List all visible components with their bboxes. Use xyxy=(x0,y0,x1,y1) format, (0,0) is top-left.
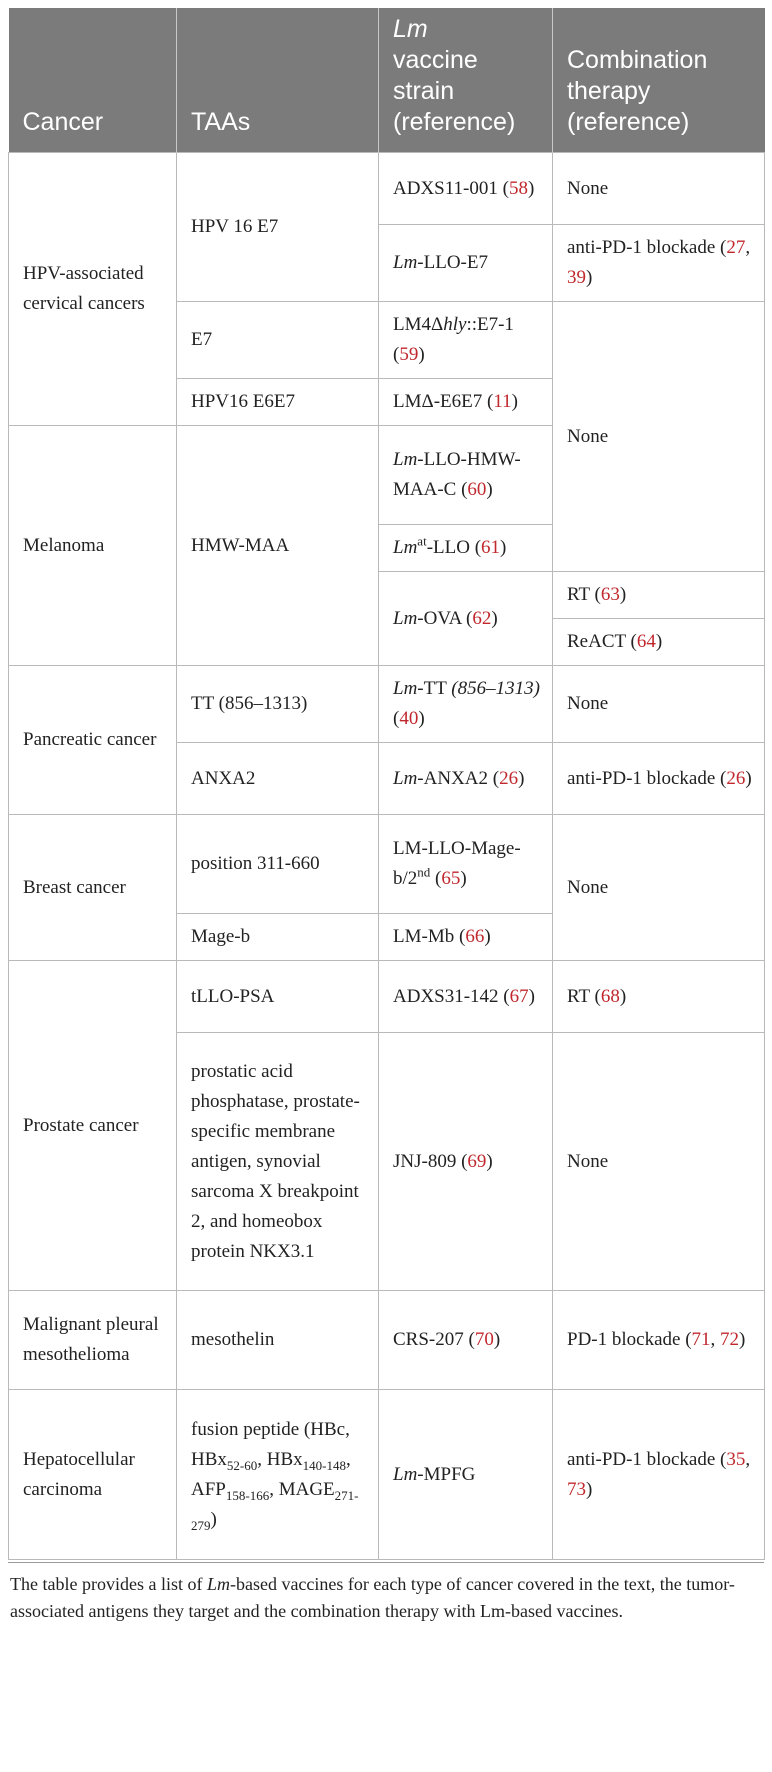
strain-lm: Lm xyxy=(393,767,418,789)
reference-link[interactable]: 58 xyxy=(508,177,528,199)
reference-link[interactable]: 26 xyxy=(726,767,746,789)
taa-cell xyxy=(177,1291,379,1390)
strain-text: -TT xyxy=(417,678,452,699)
header-strain-lm: Lm xyxy=(393,15,428,43)
reference-link[interactable]: 60 xyxy=(467,479,487,500)
cancer-cell xyxy=(9,153,177,426)
taa-cell xyxy=(177,815,379,914)
strain-cell xyxy=(379,1033,553,1291)
reference-link[interactable]: 39 xyxy=(567,267,586,288)
caption-text: The table provides a list of xyxy=(10,1574,207,1594)
reference-link[interactable]: 40 xyxy=(399,708,419,729)
taa-name: TT (856–1313) xyxy=(191,693,308,714)
cancer-cell xyxy=(9,815,177,961)
combination-cell xyxy=(553,153,765,225)
cancer-name: Malignant pleural mesothelioma xyxy=(23,1314,159,1365)
combination-text: anti-PD-1 blockade ( xyxy=(567,1448,727,1470)
reference-link[interactable]: 70 xyxy=(474,1329,494,1350)
strain-text: ) xyxy=(418,708,425,729)
taa-cell xyxy=(177,666,379,743)
taa-name: HMW-MAA xyxy=(191,534,290,556)
taa-name: prostatic acid phosphatase, prostate-specific membrane antigen, synovial sarcoma X breakpoint 2, and homeobox protein NKX3.1 xyxy=(191,1060,360,1262)
header-cancer: Cancer xyxy=(9,8,177,153)
combination-cell xyxy=(553,1390,765,1560)
strain-text: ) xyxy=(493,1329,501,1350)
taa-name: E7 xyxy=(191,329,213,350)
combination-text: RT ( xyxy=(567,985,601,1007)
strain-cell xyxy=(379,525,553,572)
header-strain-rest: vaccine strain (reference) xyxy=(393,46,516,136)
strain-text: ) xyxy=(484,926,491,947)
table-figure xyxy=(8,8,764,1625)
taa-cell xyxy=(177,302,379,379)
taa-cell xyxy=(177,1390,379,1560)
strain-text: ) xyxy=(518,767,525,789)
strain-text: ) xyxy=(527,177,535,199)
strain-text: ) xyxy=(511,391,518,412)
cancer-cell xyxy=(9,1390,177,1560)
strain-lm: Lm xyxy=(393,449,418,470)
taa-text: ) xyxy=(210,1508,217,1530)
reference-link[interactable]: 73 xyxy=(567,1478,586,1500)
reference-link[interactable]: 66 xyxy=(465,926,485,947)
table-caption xyxy=(8,1562,764,1625)
taa-cell xyxy=(177,153,379,302)
strain-text: ADXS31-142 ( xyxy=(393,985,510,1007)
reference-link[interactable]: 62 xyxy=(472,607,492,629)
header-strain xyxy=(379,8,553,153)
reference-link[interactable]: 68 xyxy=(600,985,620,1007)
taa-cell xyxy=(177,961,379,1033)
reference-link[interactable]: 35 xyxy=(726,1448,746,1470)
table-row xyxy=(9,666,765,743)
reference-link[interactable]: 11 xyxy=(493,391,512,412)
combination-text: ) xyxy=(586,267,593,288)
cancer-name: Prostate cancer xyxy=(23,1114,139,1136)
combination-text: PD-1 blockade ( xyxy=(567,1329,692,1350)
table-row xyxy=(9,1390,765,1560)
strain-text: ) xyxy=(491,607,498,629)
taa-name: ANXA2 xyxy=(191,767,256,789)
combination-text: None xyxy=(567,1150,609,1172)
strain-cell xyxy=(379,1291,553,1390)
combination-cell xyxy=(553,1291,765,1390)
header-row xyxy=(9,8,765,153)
table-row xyxy=(9,153,765,225)
taa-name: HPV16 E6E7 xyxy=(191,391,295,412)
caption-text: -based vaccines for each type of cancer covered in the text, the tumor-associated antigens they target and the combination therapy with Lm-based vaccines. xyxy=(10,1574,735,1621)
combination-text: , xyxy=(745,1448,751,1470)
strain-text: LM-Mb ( xyxy=(393,926,466,947)
combination-text: anti-PD-1 blockade ( xyxy=(567,767,727,789)
table-row xyxy=(9,1291,765,1390)
reference-link[interactable]: 59 xyxy=(399,344,419,365)
combination-text: None xyxy=(567,876,609,898)
strain-text: -OVA ( xyxy=(417,607,473,629)
strain-text: ) xyxy=(460,868,467,889)
combination-cell xyxy=(553,961,765,1033)
strain-sup: nd xyxy=(417,864,431,880)
taa-text: , MAGE xyxy=(269,1478,335,1500)
header-combination: Combination therapy (reference) xyxy=(553,8,765,153)
strain-cell xyxy=(379,914,553,961)
cancer-cell xyxy=(9,961,177,1291)
combination-cell xyxy=(553,619,765,666)
combination-cell xyxy=(553,666,765,743)
strain-text: ADXS11-001 ( xyxy=(393,177,509,199)
strain-cell xyxy=(379,302,553,379)
cancer-name: HPV-associated cervical cancers xyxy=(23,263,145,314)
strain-text: JNJ-809 ( xyxy=(393,1150,468,1172)
strain-text: ) xyxy=(528,985,535,1007)
combination-text: , xyxy=(710,1329,721,1350)
strain-text: ) xyxy=(500,537,507,558)
combination-text: anti-PD-1 blockade ( xyxy=(567,237,727,258)
table-row xyxy=(9,815,765,914)
combination-cell xyxy=(553,743,765,815)
combination-text: ) xyxy=(745,767,752,789)
strain-text: LM-LLO-Mage-b/2 xyxy=(393,838,521,889)
taa-text: fusion peptide (HBc, HBx xyxy=(191,1418,350,1470)
strain-lm: Lm xyxy=(393,1463,418,1485)
strain-cell xyxy=(379,743,553,815)
strain-lm: Lm xyxy=(393,252,418,273)
strain-text: CRS-207 ( xyxy=(393,1329,475,1350)
taa-name: HPV 16 E7 xyxy=(191,216,279,237)
reference-link[interactable]: 71 xyxy=(691,1329,711,1350)
strain-lm: Lm xyxy=(393,607,418,629)
combination-text: ) xyxy=(655,631,663,652)
strain-text: -ANXA2 ( xyxy=(417,767,500,789)
strain-text: ) xyxy=(486,1150,493,1172)
strain-text: -LLO-HMW-MAA-C ( xyxy=(393,449,521,500)
strain-cell xyxy=(379,961,553,1033)
combination-text: None xyxy=(567,693,609,714)
reference-link[interactable]: 72 xyxy=(720,1329,740,1350)
combination-cell xyxy=(553,1033,765,1291)
strain-text: ::E7-1 ( xyxy=(393,314,514,365)
strain-text: ( xyxy=(430,868,442,889)
combination-cell xyxy=(553,815,765,961)
reference-link[interactable]: 61 xyxy=(481,537,501,558)
combination-text: RT ( xyxy=(567,584,601,605)
table-row xyxy=(9,961,765,1033)
strain-sup: at xyxy=(417,533,427,549)
cancer-name: Melanoma xyxy=(23,534,105,556)
strain-cell xyxy=(379,379,553,426)
strain-cell xyxy=(379,666,553,743)
cancer-cell xyxy=(9,666,177,815)
strain-text: ( xyxy=(393,708,400,729)
strain-text: -LLO ( xyxy=(426,537,482,558)
taa-cell xyxy=(177,914,379,961)
strain-text: LM4Δ xyxy=(393,314,444,335)
reference-link[interactable]: 64 xyxy=(636,631,656,652)
strain-italic: (856–1313) xyxy=(451,678,540,699)
taa-cell xyxy=(177,743,379,815)
taa-name: position 311-660 xyxy=(191,853,320,874)
taa-name: mesothelin xyxy=(191,1329,275,1350)
combination-text: , xyxy=(745,237,751,258)
taa-name: Mage-b xyxy=(191,926,251,947)
caption-lm: Lm xyxy=(206,1574,230,1594)
combination-cell xyxy=(553,302,765,572)
strain-cell xyxy=(379,815,553,914)
combination-text: ) xyxy=(619,584,627,605)
combination-text: ) xyxy=(739,1329,746,1350)
taa-cell xyxy=(177,379,379,426)
combination-text: ) xyxy=(619,985,627,1007)
combination-cell xyxy=(553,572,765,619)
strain-text: ) xyxy=(486,479,493,500)
reference-link[interactable]: 65 xyxy=(441,868,461,889)
cancer-name: Pancreatic cancer xyxy=(23,729,157,750)
reference-link[interactable]: 26 xyxy=(499,767,519,789)
strain-cell xyxy=(379,225,553,302)
strain-lm: Lm xyxy=(393,678,418,699)
combination-text: ) xyxy=(586,1478,593,1500)
strain-cell xyxy=(379,1390,553,1560)
cancer-name: Breast cancer xyxy=(23,876,126,898)
strain-cell xyxy=(379,426,553,525)
strain-text: ) xyxy=(418,344,425,365)
strain-text: -LLO-E7 xyxy=(417,252,488,273)
taa-cell xyxy=(177,1033,379,1291)
combination-text: ReACT ( xyxy=(567,631,637,652)
reference-link[interactable]: 63 xyxy=(600,584,620,605)
taa-sub: 52-60 xyxy=(226,1457,258,1473)
taa-sub: 271-279 xyxy=(191,1487,359,1533)
header-taas: TAAs xyxy=(177,8,379,153)
strain-cell xyxy=(379,153,553,225)
cancer-cell xyxy=(9,1291,177,1390)
combination-text: None xyxy=(567,425,609,447)
taa-sub: 158-166 xyxy=(225,1487,270,1503)
taa-cell xyxy=(177,426,379,666)
taa-text: , HBx xyxy=(257,1448,303,1470)
combination-cell xyxy=(553,225,765,302)
reference-link[interactable]: 27 xyxy=(726,237,746,258)
reference-link[interactable]: 67 xyxy=(509,985,529,1007)
combination-text: None xyxy=(567,177,609,199)
taa-name: tLLO-PSA xyxy=(191,985,275,1007)
reference-link[interactable]: 69 xyxy=(467,1150,487,1172)
taa-sub: 140-148 xyxy=(302,1457,346,1473)
cancer-name: Hepatocellular carcinoma xyxy=(23,1448,135,1500)
strain-italic: hly xyxy=(443,314,467,335)
strain-lm: Lm xyxy=(393,537,418,558)
strain-text: -MPFG xyxy=(417,1463,476,1485)
strain-text: LMΔ-E6E7 ( xyxy=(393,391,494,412)
vaccine-table xyxy=(8,8,765,1560)
strain-cell xyxy=(379,572,553,666)
cancer-cell xyxy=(9,426,177,666)
taa-text: , AFP xyxy=(191,1448,351,1500)
